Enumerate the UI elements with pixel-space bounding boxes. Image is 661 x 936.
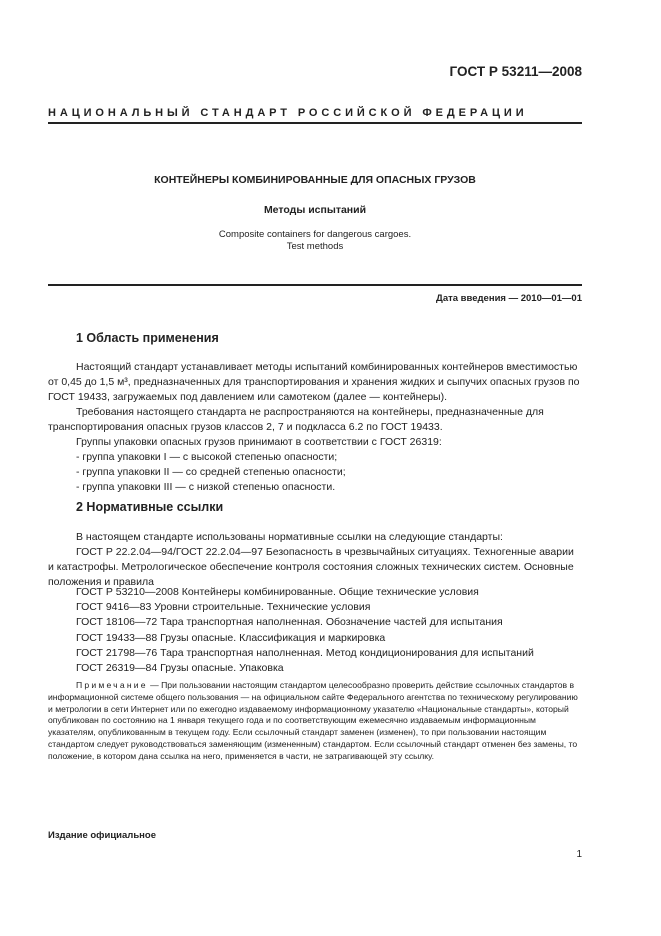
reference-item: ГОСТ 21798—76 Тара транспортная наполненная. Метод кондиционирования для испытаний (76, 646, 534, 659)
list-item: - группа упаковки II — со средней степенью опасности; (76, 466, 346, 479)
introduction-date: Дата введения — 2010—01—01 (436, 293, 582, 304)
note-paragraph (48, 680, 582, 763)
reference-item: ГОСТ 18106—72 Тара транспортная наполненная. Обозначение частей для испытания (76, 616, 503, 629)
top-rule (48, 122, 582, 124)
english-title-line2: Test methods (286, 241, 344, 252)
section-2-heading: 2 Нормативные ссылки (76, 500, 224, 514)
document-title: КОНТЕЙНЕРЫ КОМБИНИРОВАННЫЕ ДЛЯ ОПАСНЫХ ГРУЗОВ (154, 174, 476, 186)
packing-group-list (76, 450, 582, 496)
standard-banner: НАЦИОНАЛЬНЫЙ СТАНДАРТ РОССИЙСКОЙ ФЕДЕРАЦИИ (48, 107, 528, 119)
list-item: - группа упаковки III — с низкой степенью опасности. (76, 481, 336, 494)
reference-item: ГОСТ 9416—83 Уровни строительные. Технические условия (76, 601, 371, 614)
section-1-paragraph-2: Требования настоящего стандарта не распространяются на контейнеры, предназначенные для транспортирования опасных грузов классов 2, 7 и подкласса 6.2 по ГОСТ 19433. (48, 406, 544, 434)
official-edition-label: Издание официальное (48, 830, 156, 841)
section-1-paragraph-1: Настоящий стандарт устанавливает методы испытаний комбинированных контейнеров вместимостью от 0,45 до 1,5 м³, предназначенных для транспортирования и хранения жидких и сыпучих опасных грузов по ГОСТ 19433, загружаемых под давлением или самотеком (далее — контейнеры). (48, 361, 580, 404)
document-subtitle: Методы испытаний (263, 204, 367, 216)
page-number: 1 (576, 849, 582, 860)
english-title (48, 229, 582, 253)
section-2-intro: В настоящем стандарте использованы нормативные ссылки на следующие стандарты: (76, 531, 503, 543)
section-1-paragraph-3: Группы упаковки опасных грузов принимают в соответствии с ГОСТ 26319: (76, 436, 442, 448)
reference-long: ГОСТ Р 22.2.04—94/ГОСТ 22.2.04—97 Безопасность в чрезвычайных ситуациях. Техногенные аварии и катастрофы. Метрологическое обеспечение контроля состояния сложных технических систем. Основные положения и правила (48, 546, 574, 589)
reference-item: ГОСТ 19433—88 Грузы опасные. Классификация и маркировка (76, 631, 386, 644)
note-text: — При пользовании настоящим стандартом целесообразно проверить действие ссылочных стандартов в информационной системе общего пользования — на официальном сайте Федерального агентства по техническому регулированию и метрологии в сети Интернет или по ежегодно издаваемому информационному указателю «Национальные стандарты», который опубликован по состоянию на 1 января текущего года и по соответствующим ежемесячно издаваемым информационным указателям, опубликованным в текущем году. Если ссылочный стандарт заменен (изменен), то при пользовании настоящим стандартом следует руководствоваться заменяющим (измененным) стандартом. Если ссылочный стандарт отменен без замены, то положение, в котором дана ссылка на него, применяется в части, не затрагивающей эту ссылку. (48, 680, 578, 761)
title-rule (48, 284, 582, 286)
note-label: Примечание (76, 680, 148, 690)
list-item: - группа упаковки I — с высокой степенью опасности; (76, 451, 338, 463)
reference-item: ГОСТ Р 53210—2008 Контейнеры комбинированные. Общие технические условия (76, 586, 479, 598)
english-title-line1: Composite containers for dangerous cargoes. (218, 229, 412, 240)
section-1-heading: 1 Область применения (76, 331, 219, 345)
reference-list (76, 585, 582, 676)
document-code: ГОСТ Р 53211—2008 (449, 64, 582, 79)
reference-item: ГОСТ 26319—84 Грузы опасные. Упаковка (76, 662, 284, 675)
